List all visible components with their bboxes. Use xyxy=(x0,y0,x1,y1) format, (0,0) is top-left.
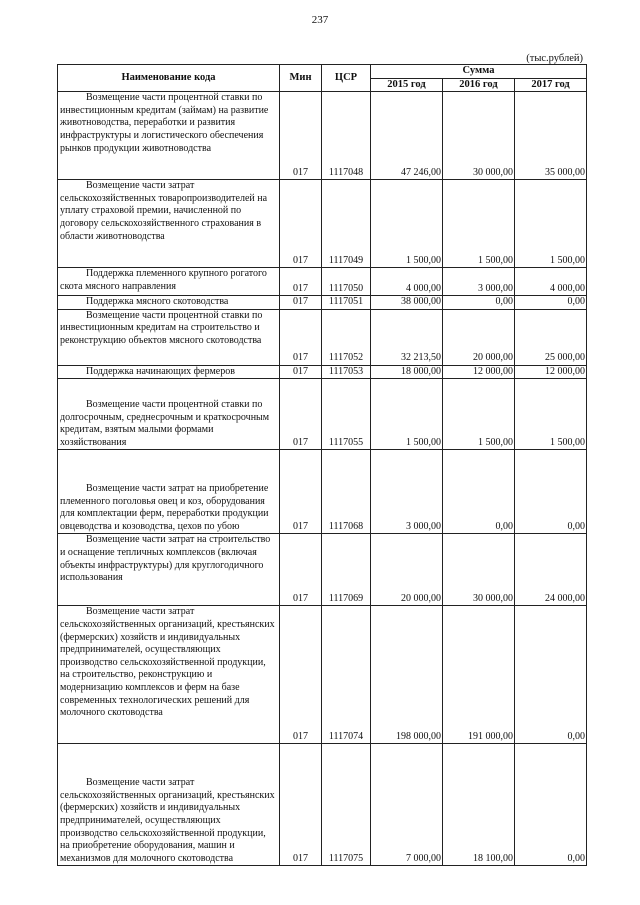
row-2016: 3 000,00 xyxy=(443,268,515,296)
table-row xyxy=(58,92,587,180)
row-2017: 24 000,00 xyxy=(515,534,587,606)
header-2015: 2015 год xyxy=(371,78,443,92)
row-2015: 18 000,00 xyxy=(371,365,443,379)
row-csr: 1117052 xyxy=(322,309,371,365)
row-csr: 1117055 xyxy=(322,379,371,450)
row-2017: 1 500,00 xyxy=(515,379,587,450)
row-min: 017 xyxy=(280,450,322,534)
table-row xyxy=(58,450,587,534)
row-name: Возмещение части процентной ставки по долгосрочным, среднесрочным и краткосрочным кредитам, взятым малыми формами хозяйствования xyxy=(58,379,280,450)
table-row xyxy=(58,365,587,379)
table-row xyxy=(58,534,587,606)
row-2017: 35 000,00 xyxy=(515,92,587,180)
row-2015: 1 500,00 xyxy=(371,180,443,268)
row-2017: 4 000,00 xyxy=(515,268,587,296)
row-2017: 25 000,00 xyxy=(515,309,587,365)
row-2016: 20 000,00 xyxy=(443,309,515,365)
row-2017: 0,00 xyxy=(515,606,587,744)
header-2017: 2017 год xyxy=(515,78,587,92)
row-2016: 30 000,00 xyxy=(443,92,515,180)
row-2016: 1 500,00 xyxy=(443,379,515,450)
table-row xyxy=(58,379,587,450)
table-row xyxy=(58,744,587,866)
budget-table xyxy=(57,64,587,866)
row-min: 017 xyxy=(280,180,322,268)
row-name: Поддержка племенного крупного рогатого скота мясного направления xyxy=(58,268,280,296)
row-2016: 12 000,00 xyxy=(443,365,515,379)
row-2017: 0,00 xyxy=(515,450,587,534)
table-row xyxy=(58,309,587,365)
row-min: 017 xyxy=(280,744,322,866)
row-min: 017 xyxy=(280,606,322,744)
row-min: 017 xyxy=(280,309,322,365)
header-sum: Сумма xyxy=(371,65,587,79)
row-name: Возмещение части процентной ставки по инвестиционным кредитам на строительство и реконструкцию объектов мясного скотоводства xyxy=(58,309,280,365)
row-csr: 1117075 xyxy=(322,744,371,866)
row-2015: 47 246,00 xyxy=(371,92,443,180)
row-name: Возмещение части затрат сельскохозяйственных организаций, крестьянских (фермерских) хозяйств и индивидуальных предпринимателей, осуществляющих производство сельскохозяйственной продукции, на строительство, реконструкцию и модернизацию комплексов и ферм на базе современных технологических решений для молочного скотоводства xyxy=(58,606,280,744)
table-row xyxy=(58,606,587,744)
page-number: 237 xyxy=(311,14,329,26)
row-csr: 1117050 xyxy=(322,268,371,296)
row-csr: 1117048 xyxy=(322,92,371,180)
row-2017: 0,00 xyxy=(515,744,587,866)
row-name: Поддержка начинающих фермеров xyxy=(58,365,280,379)
row-2015: 7 000,00 xyxy=(371,744,443,866)
row-min: 017 xyxy=(280,365,322,379)
row-2015: 198 000,00 xyxy=(371,606,443,744)
row-csr: 1117051 xyxy=(322,296,371,310)
row-csr: 1117074 xyxy=(322,606,371,744)
row-csr: 1117068 xyxy=(322,450,371,534)
row-2016: 0,00 xyxy=(443,450,515,534)
row-2016: 18 100,00 xyxy=(443,744,515,866)
row-2015: 1 500,00 xyxy=(371,379,443,450)
row-2016: 0,00 xyxy=(443,296,515,310)
row-min: 017 xyxy=(280,296,322,310)
row-2017: 12 000,00 xyxy=(515,365,587,379)
row-name: Возмещение части затрат сельскохозяйственных товаропроизводителей на уплату страховой премии, начисленной по договору сельскохозяйственного страхования в области животноводства xyxy=(58,180,280,268)
header-min: Мин xyxy=(280,65,322,92)
row-min: 017 xyxy=(280,379,322,450)
row-csr: 1117069 xyxy=(322,534,371,606)
row-2015: 38 000,00 xyxy=(371,296,443,310)
row-name: Возмещение части затрат сельскохозяйственных организаций, крестьянских (фермерских) хозяйств и индивидуальных предпринимателей, осуществляющих производство сельскохозяйственной продукции, на приобретение оборудования, машин и механизмов для молочного скотоводства xyxy=(58,744,280,866)
row-min: 017 xyxy=(280,92,322,180)
header-csr: ЦСР xyxy=(322,65,371,92)
row-name: Возмещение части процентной ставки по инвестиционным кредитам (займам) на развитие животноводства, переработки и развития инфраструктуры и логистического обеспечения рынков продукции животноводства xyxy=(58,92,280,180)
row-2017: 1 500,00 xyxy=(515,180,587,268)
row-2016: 30 000,00 xyxy=(443,534,515,606)
row-2015: 32 213,50 xyxy=(371,309,443,365)
row-min: 017 xyxy=(280,268,322,296)
header-name: Наименование кода xyxy=(58,65,280,92)
row-2017: 0,00 xyxy=(515,296,587,310)
row-csr: 1117053 xyxy=(322,365,371,379)
row-2016: 1 500,00 xyxy=(443,180,515,268)
row-2015: 4 000,00 xyxy=(371,268,443,296)
row-2015: 20 000,00 xyxy=(371,534,443,606)
table-row xyxy=(58,296,587,310)
row-2015: 3 000,00 xyxy=(371,450,443,534)
row-name: Возмещение части затрат на приобретение племенного поголовья овец и коз, оборудования для комплектации ферм, переработки продукции овцеводства и козоводства, цехов по убою xyxy=(58,450,280,534)
row-2016: 191 000,00 xyxy=(443,606,515,744)
table-row xyxy=(58,180,587,268)
row-csr: 1117049 xyxy=(322,180,371,268)
header-2016: 2016 год xyxy=(443,78,515,92)
unit-label: (тыс.рублей) xyxy=(526,53,583,64)
row-name: Поддержка мясного скотоводства xyxy=(58,296,280,310)
row-min: 017 xyxy=(280,534,322,606)
table-row xyxy=(58,268,587,296)
row-name: Возмещение части затрат на строительство и оснащение тепличных комплексов (включая объекты инфраструктуры) для круглогодичного использования xyxy=(58,534,280,606)
